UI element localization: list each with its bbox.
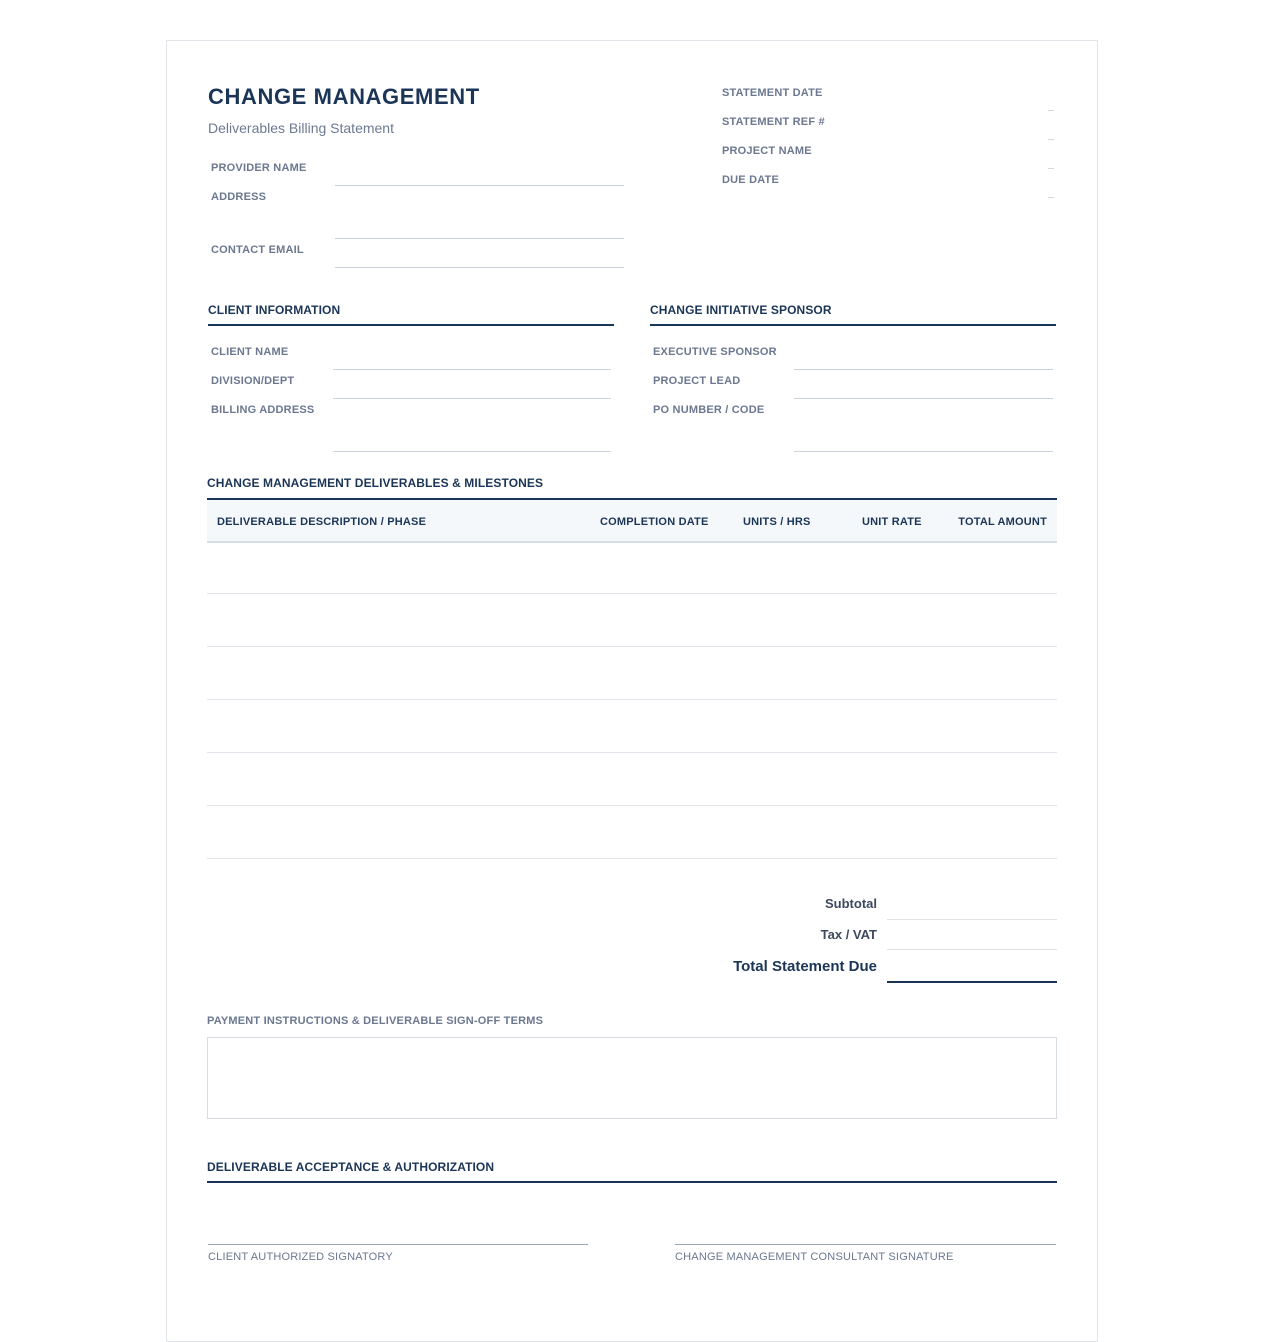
subtotal-label: Subtotal [825,896,877,911]
tax-label: Tax / VAT [820,927,877,942]
consultant-signature-label: CHANGE MANAGEMENT CONSULTANT SIGNATURE [675,1251,954,1263]
client-information-heading: CLIENT INFORMATION [208,303,341,317]
consultant-signature-line[interactable] [675,1244,1056,1245]
division-field[interactable] [333,398,611,399]
tax-field[interactable] [887,949,1057,950]
project-lead-field[interactable] [794,398,1053,399]
project-name-field[interactable] [1048,168,1054,169]
provider-name-field[interactable] [335,185,624,186]
executive-sponsor-label: EXECUTIVE SPONSOR [653,346,777,358]
deliverables-table-header [207,498,1057,543]
authorization-rule [207,1181,1057,1183]
billing-address-label: BILLING ADDRESS [211,404,315,416]
project-name-label: PROJECT NAME [722,145,812,157]
statement-date-field[interactable] [1048,110,1054,111]
billing-statement-page [166,40,1098,1342]
executive-sponsor-field[interactable] [794,369,1053,370]
sponsor-rule [650,324,1056,326]
total-due-field[interactable] [887,981,1057,983]
division-label: DIVISION/DEPT [211,375,295,387]
table-row[interactable] [207,699,1057,700]
deliverables-heading: CHANGE MANAGEMENT DELIVERABLES & MILESTONES [207,476,544,490]
document-subtitle: Deliverables Billing Statement [208,120,394,136]
client-name-label: CLIENT NAME [211,346,289,358]
table-row[interactable] [207,805,1057,806]
column-header-completion-date: COMPLETION DATE [600,516,709,528]
client-information-rule [208,324,614,326]
statement-date-label: STATEMENT DATE [722,87,823,99]
sponsor-heading: CHANGE INITIATIVE SPONSOR [650,303,832,317]
due-date-field[interactable] [1048,197,1054,198]
contact-email-field[interactable] [335,267,624,268]
table-row[interactable] [207,646,1057,647]
document-title: CHANGE MANAGEMENT [208,84,480,109]
authorization-heading: DELIVERABLE ACCEPTANCE & AUTHORIZATION [207,1160,495,1174]
address-field[interactable] [335,238,624,239]
column-header-units: UNITS / HRS [743,516,811,528]
terms-heading: PAYMENT INSTRUCTIONS & DELIVERABLE SIGN-OFF TERMS [207,1015,544,1027]
po-number-label: PO NUMBER / CODE [653,404,765,416]
project-lead-label: PROJECT LEAD [653,375,741,387]
column-header-total-amount: TOTAL AMOUNT [958,516,1047,528]
column-header-unit-rate: UNIT RATE [862,516,922,528]
table-row[interactable] [207,752,1057,753]
po-number-field[interactable] [794,451,1053,452]
subtotal-field[interactable] [887,919,1057,920]
table-row[interactable] [207,593,1057,594]
statement-ref-field[interactable] [1048,139,1054,140]
provider-name-label: PROVIDER NAME [211,162,307,174]
client-signature-line[interactable] [208,1244,588,1245]
terms-textbox[interactable] [207,1037,1057,1119]
contact-email-label: CONTACT EMAIL [211,244,304,256]
table-row[interactable] [207,858,1057,859]
billing-address-field[interactable] [333,451,611,452]
address-label: ADDRESS [211,191,267,203]
client-name-field[interactable] [333,369,611,370]
total-due-label: Total Statement Due [733,958,877,975]
client-signatory-label: CLIENT AUTHORIZED SIGNATORY [208,1251,393,1263]
due-date-label: DUE DATE [722,174,780,186]
column-header-description: DELIVERABLE DESCRIPTION / PHASE [217,516,427,528]
statement-ref-label: STATEMENT REF # [722,116,825,128]
